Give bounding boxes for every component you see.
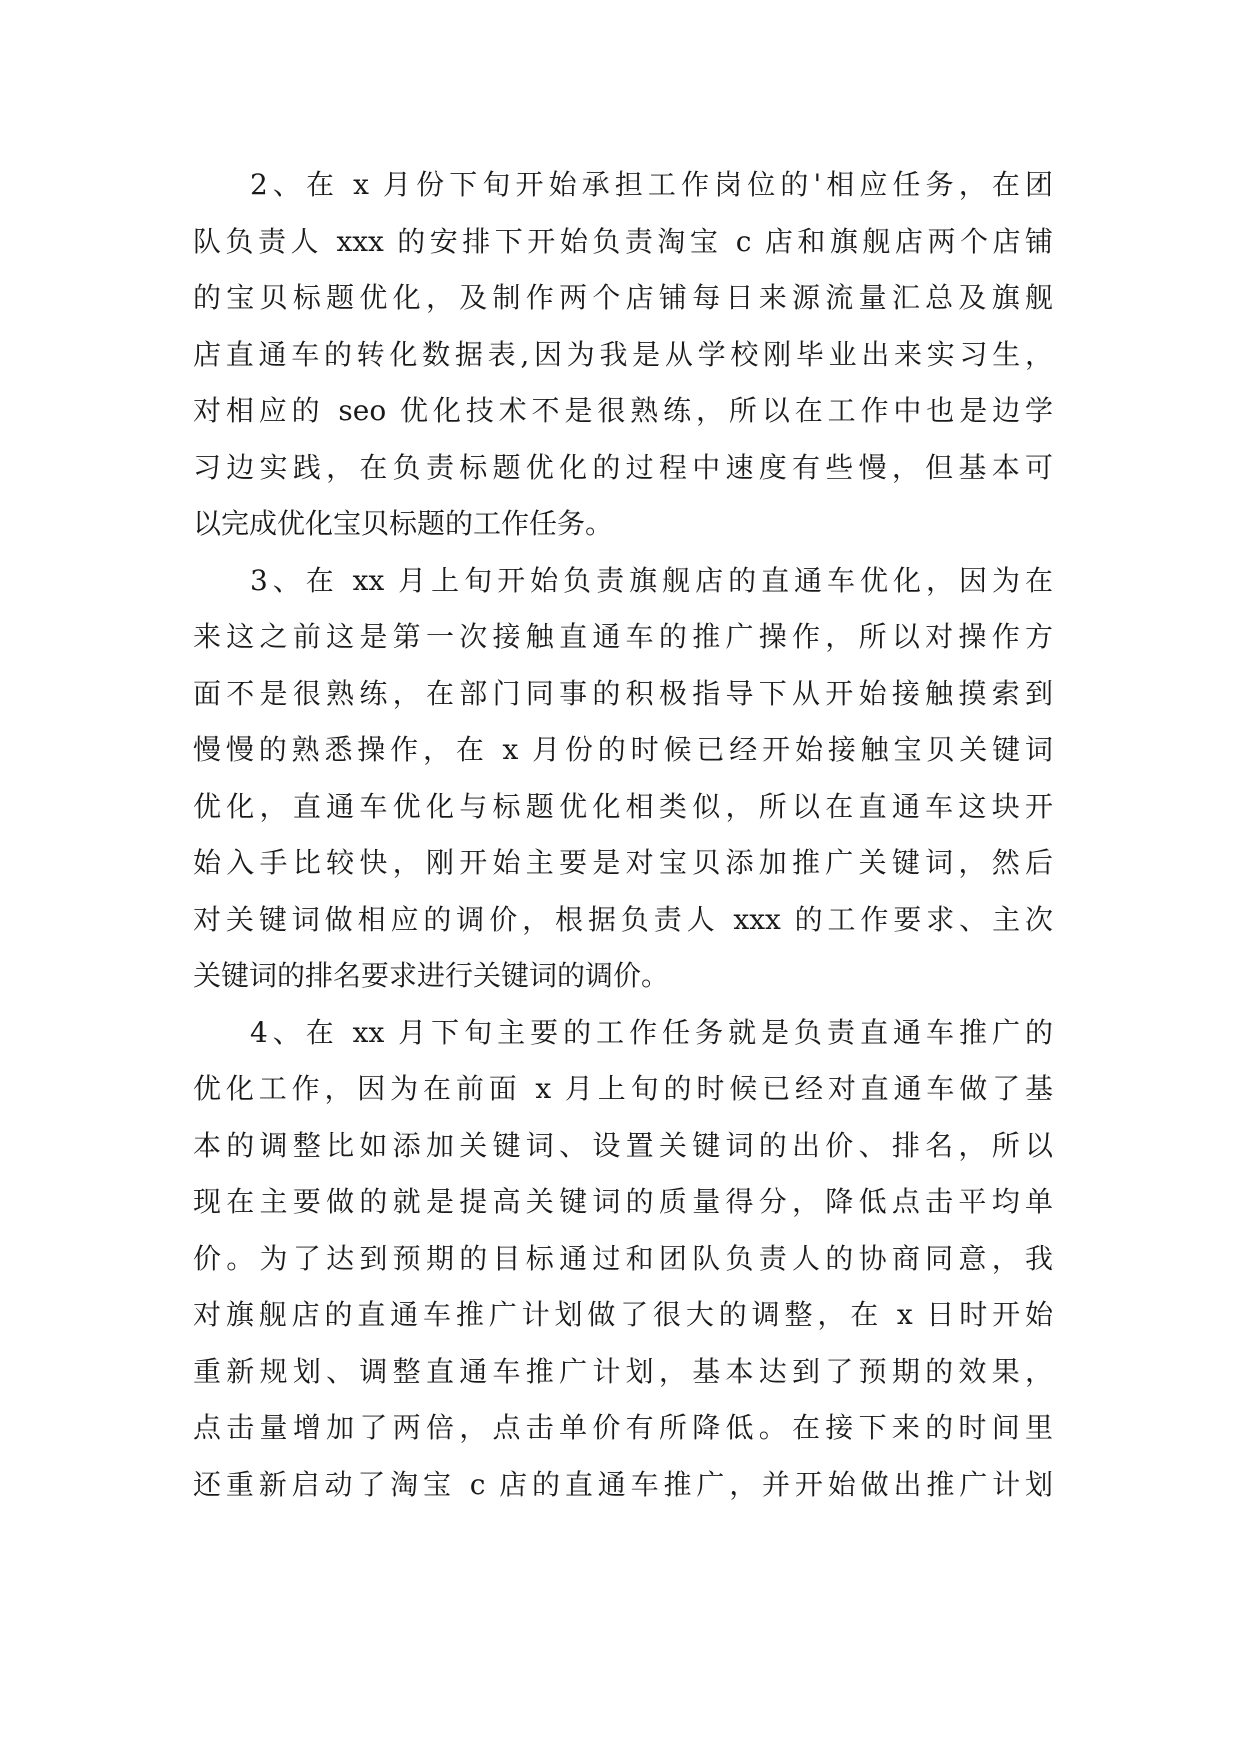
text-line: 现在主要做的就是提高关键词的质量得分，降低点击平均单 [193,1185,1053,1218]
text-line: 店直通车的转化数据表,因为我是从学校刚毕业出来实习生， [193,337,1053,371]
text-line: 的宝贝标题优化，及制作两个店铺每日来源流量汇总及旗舰 [193,281,1053,314]
text-line: 始入手比较快，刚开始主要是对宝贝添加推广关键词，然后 [193,846,1053,879]
text-line: 对旗舰店的直通车推广计划做了很大的调整，在 x 日时开始 [193,1298,1053,1331]
text-line: 优化工作，因为在前面 x 月上旬的时候已经对直通车做了基 [193,1072,1053,1105]
text-line: 习边实践，在负责标题优化的过程中速度有些慢，但基本可 [193,450,1053,484]
text-line: 慢慢的熟悉操作，在 x 月份的时候已经开始接触宝贝关键词 [193,733,1053,766]
text-line: 3、在 xx 月上旬开始负责旗舰店的直通车优化，因为在 [250,563,1053,597]
text-line: 4、在 xx 月下旬主要的工作任务就是负责直通车推广的 [250,1015,1053,1049]
paragraph-3 [193,553,1053,1005]
text-line: 优化，直通车优化与标题优化相类似，所以在直通车这块开 [193,789,1053,823]
text-line: 重新规划、调整直通车推广计划，基本达到了预期的效果， [193,1354,1053,1388]
text-line: 面不是很熟练，在部门同事的积极指导下从开始接触摸索到 [193,676,1053,710]
text-line: 关键词的排名要求进行关键词的调价。 [193,959,670,992]
text-line: 还重新启动了淘宝 c 店的直通车推广，并开始做出推广计划 [193,1467,1053,1501]
text-line: 点击量增加了两倍，点击单价有所降低。在接下来的时间里 [193,1411,1053,1444]
paragraph-4 [193,1005,1053,1514]
paragraph-2 [193,157,1053,553]
document-body [193,157,1053,1513]
text-line: 价。为了达到预期的目标通过和团队负责人的协商同意，我 [193,1241,1053,1275]
text-line: 队负责人 xxx 的安排下开始负责淘宝 c 店和旗舰店两个店铺 [193,224,1053,258]
text-line: 来这之前这是第一次接触直通车的推广操作，所以对操作方 [193,620,1053,653]
text-line: 本的调整比如添加关键词、设置关键词的出价、排名，所以 [193,1128,1053,1162]
text-line: 2、在 x 月份下旬开始承担工作岗位的'相应任务，在团 [250,168,1053,201]
text-line: 以完成优化宝贝标题的工作任务。 [193,507,614,540]
text-line: 对相应的 seo 优化技术不是很熟练，所以在工作中也是边学 [193,394,1053,427]
text-line: 对关键词做相应的调价，根据负责人 xxx 的工作要求、主次 [193,902,1053,936]
